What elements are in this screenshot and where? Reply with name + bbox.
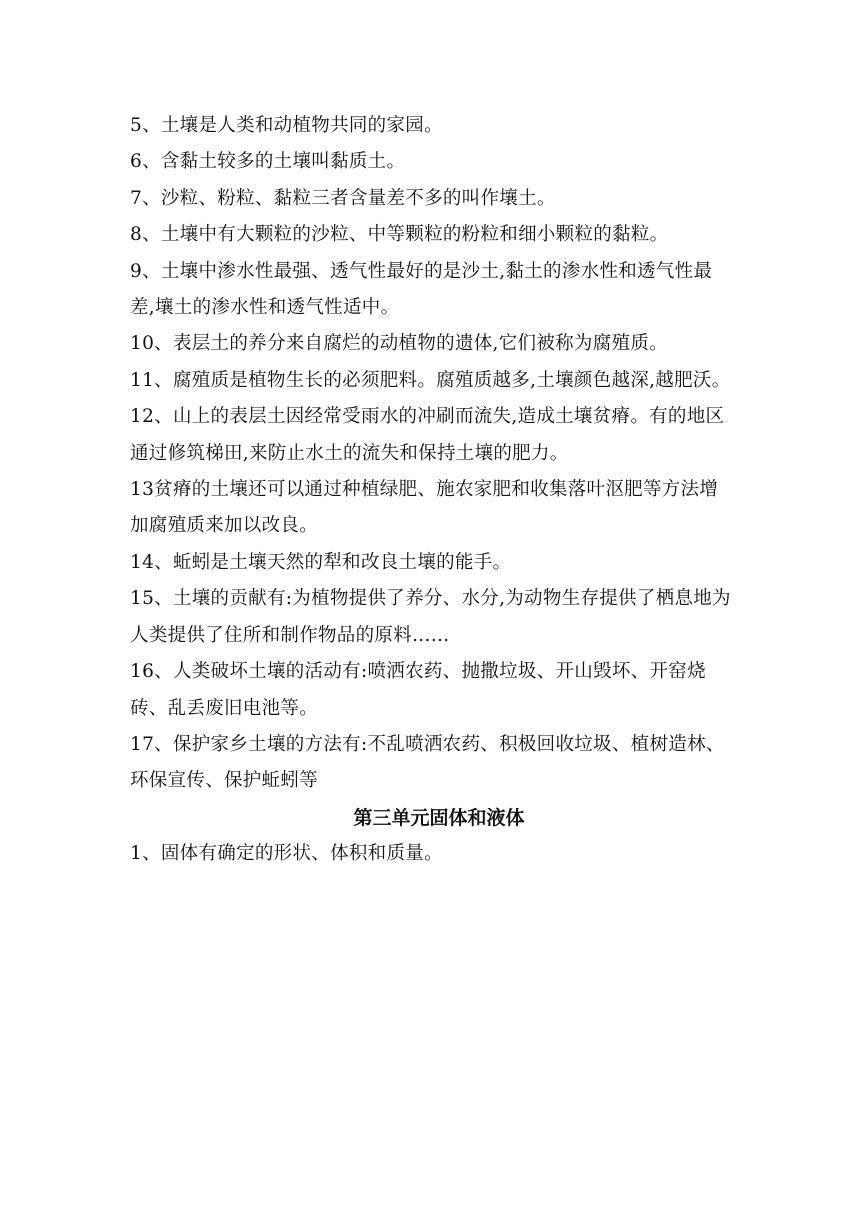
paragraph-9: 9、土壤中渗水性最强、透气性最好的是沙土,黏土的渗水性和透气性最差,壤土的渗水性和透气性适中。 [130, 260, 713, 319]
paragraph-13: 13贫瘠的土壤还可以通过种植绿肥、施农家肥和收集落叶沤肥等方法增加腐殖质来加以改良。 [130, 479, 719, 537]
paragraph-10: 10、表层土的养分来自腐烂的动植物的遗体,它们被称为腐殖质。 [130, 333, 668, 355]
paragraph-7: 7、沙粒、粉粒、黏粒三者含量差不多的叫作壤土。 [130, 187, 556, 209]
paragraph-14: 14、蚯蚓是土壤天然的犁和改良土壤的能手。 [130, 551, 512, 573]
paragraph-6: 6、含黏土较多的土壤叫黏质土。 [130, 151, 406, 173]
paragraph-15: 15、土壤的贡献有:为植物提供了养分、水分,为动物生存提供了栖息地为人类提供了住所和制作物品的原料…… [130, 588, 731, 646]
paragraph-17: 17、保护家乡土壤的方法有:不乱喷洒农药、积极回收垃圾、植树造林、环保宣传、保护蚯蚓等 [130, 733, 725, 792]
section-heading: 第三单元固体和液体 [353, 806, 525, 829]
paragraph-8: 8、土壤中有大颗粒的沙粒、中等颗粒的粉粒和细小颗粒的黏粒。 [130, 224, 669, 246]
paragraph-16: 16、人类破坏土壤的活动有:喷洒农药、抛撒垃圾、开山毁坏、开窑烧砖、乱丢废旧电池等。 [130, 661, 706, 719]
section-paragraph-1: 1、固体有确定的形状、体积和质量。 [130, 843, 443, 865]
paragraph-11: 11、腐殖质是植物生长的必须肥料。腐殖质越多,土壤颜色越深,越肥沃。 [130, 369, 731, 391]
document-body [130, 108, 734, 873]
paragraph-5: 5、土壤是人类和动植物共同的家园。 [130, 115, 443, 136]
paragraph-12: 12、山上的表层土因经常受雨水的冲刷而流失,造成土壤贫瘠。有的地区通过修筑梯田,来防止水土的流失和保持土壤的肥力。 [130, 406, 725, 464]
